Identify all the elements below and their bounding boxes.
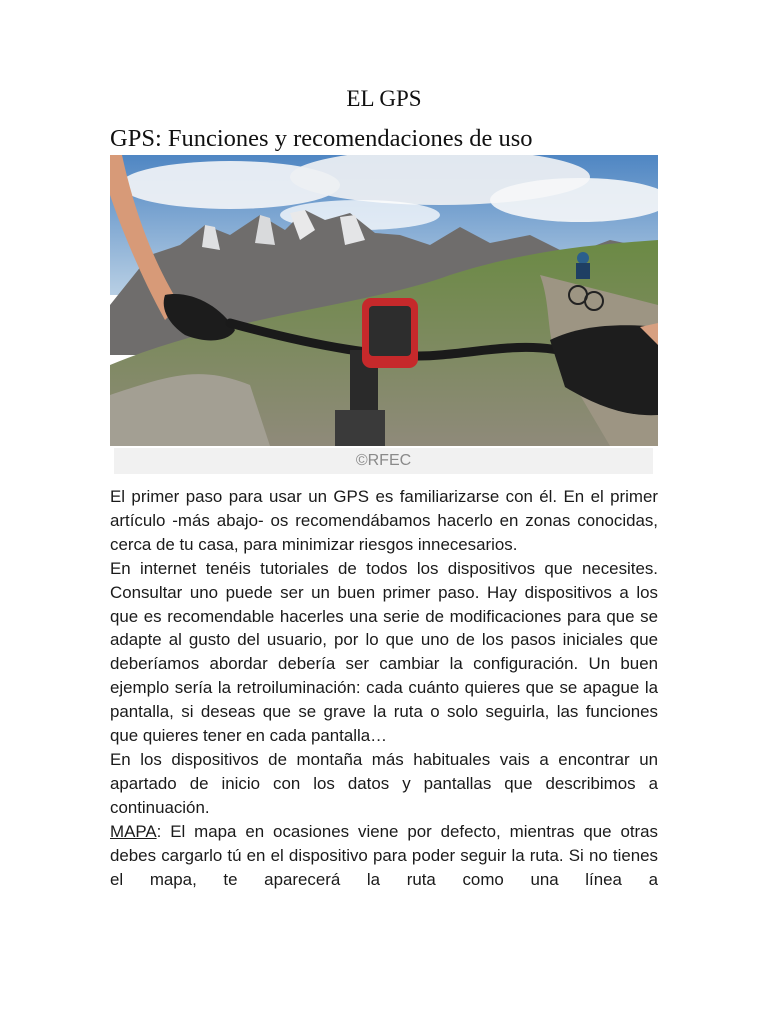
paragraph-4-text: : El mapa en ocasiones viene por defecto, mientras que otras debes cargarlo tú en el dispositivo para poder seguir la ruta. Si no tienes el mapa, te aparecerá la ruta como una línea a	[110, 821, 658, 889]
photo-caption: ©RFEC	[114, 448, 653, 474]
article-heading: GPS: Funciones y recomendaciones de uso	[110, 125, 533, 152]
mountain-bike-photo	[110, 155, 658, 446]
page-title: EL GPS	[346, 86, 422, 111]
gps-device	[362, 298, 418, 368]
article-body	[110, 485, 658, 891]
term-mapa: MAPA	[110, 821, 157, 841]
paragraph-3: En los dispositivos de montaña más habituales vais a encontrar un apartado de inicio con los datos y pantallas que describimos a continuación.	[110, 749, 658, 817]
paragraph-2: En internet tenéis tutoriales de todos los dispositivos que necesites. Consultar uno puede ser un buen primer paso. Hay dispositivos a los que es recomendable hacerles una serie de modificaciones para que se adapte al gusto del usuario, por lo que uno de los pasos iniciales que deberíamos abordar debería ser cambiar la configuración. Un buen ejemplo sería la retroiluminación: cada cuánto quieres que se apague la pantalla, si deseas que se grave la ruta o solo seguirla, las funciones que quieres tener en cada pantalla…	[110, 558, 658, 746]
paragraph-1: El primer paso para usar un GPS es familiarizarse con él. En el primer artículo -más abajo- os recomendábamos hacerlo en zonas conocidas, cerca de tu casa, para minimizar riesgos innecesarios.	[110, 487, 658, 554]
paragraph-4	[110, 820, 658, 892]
